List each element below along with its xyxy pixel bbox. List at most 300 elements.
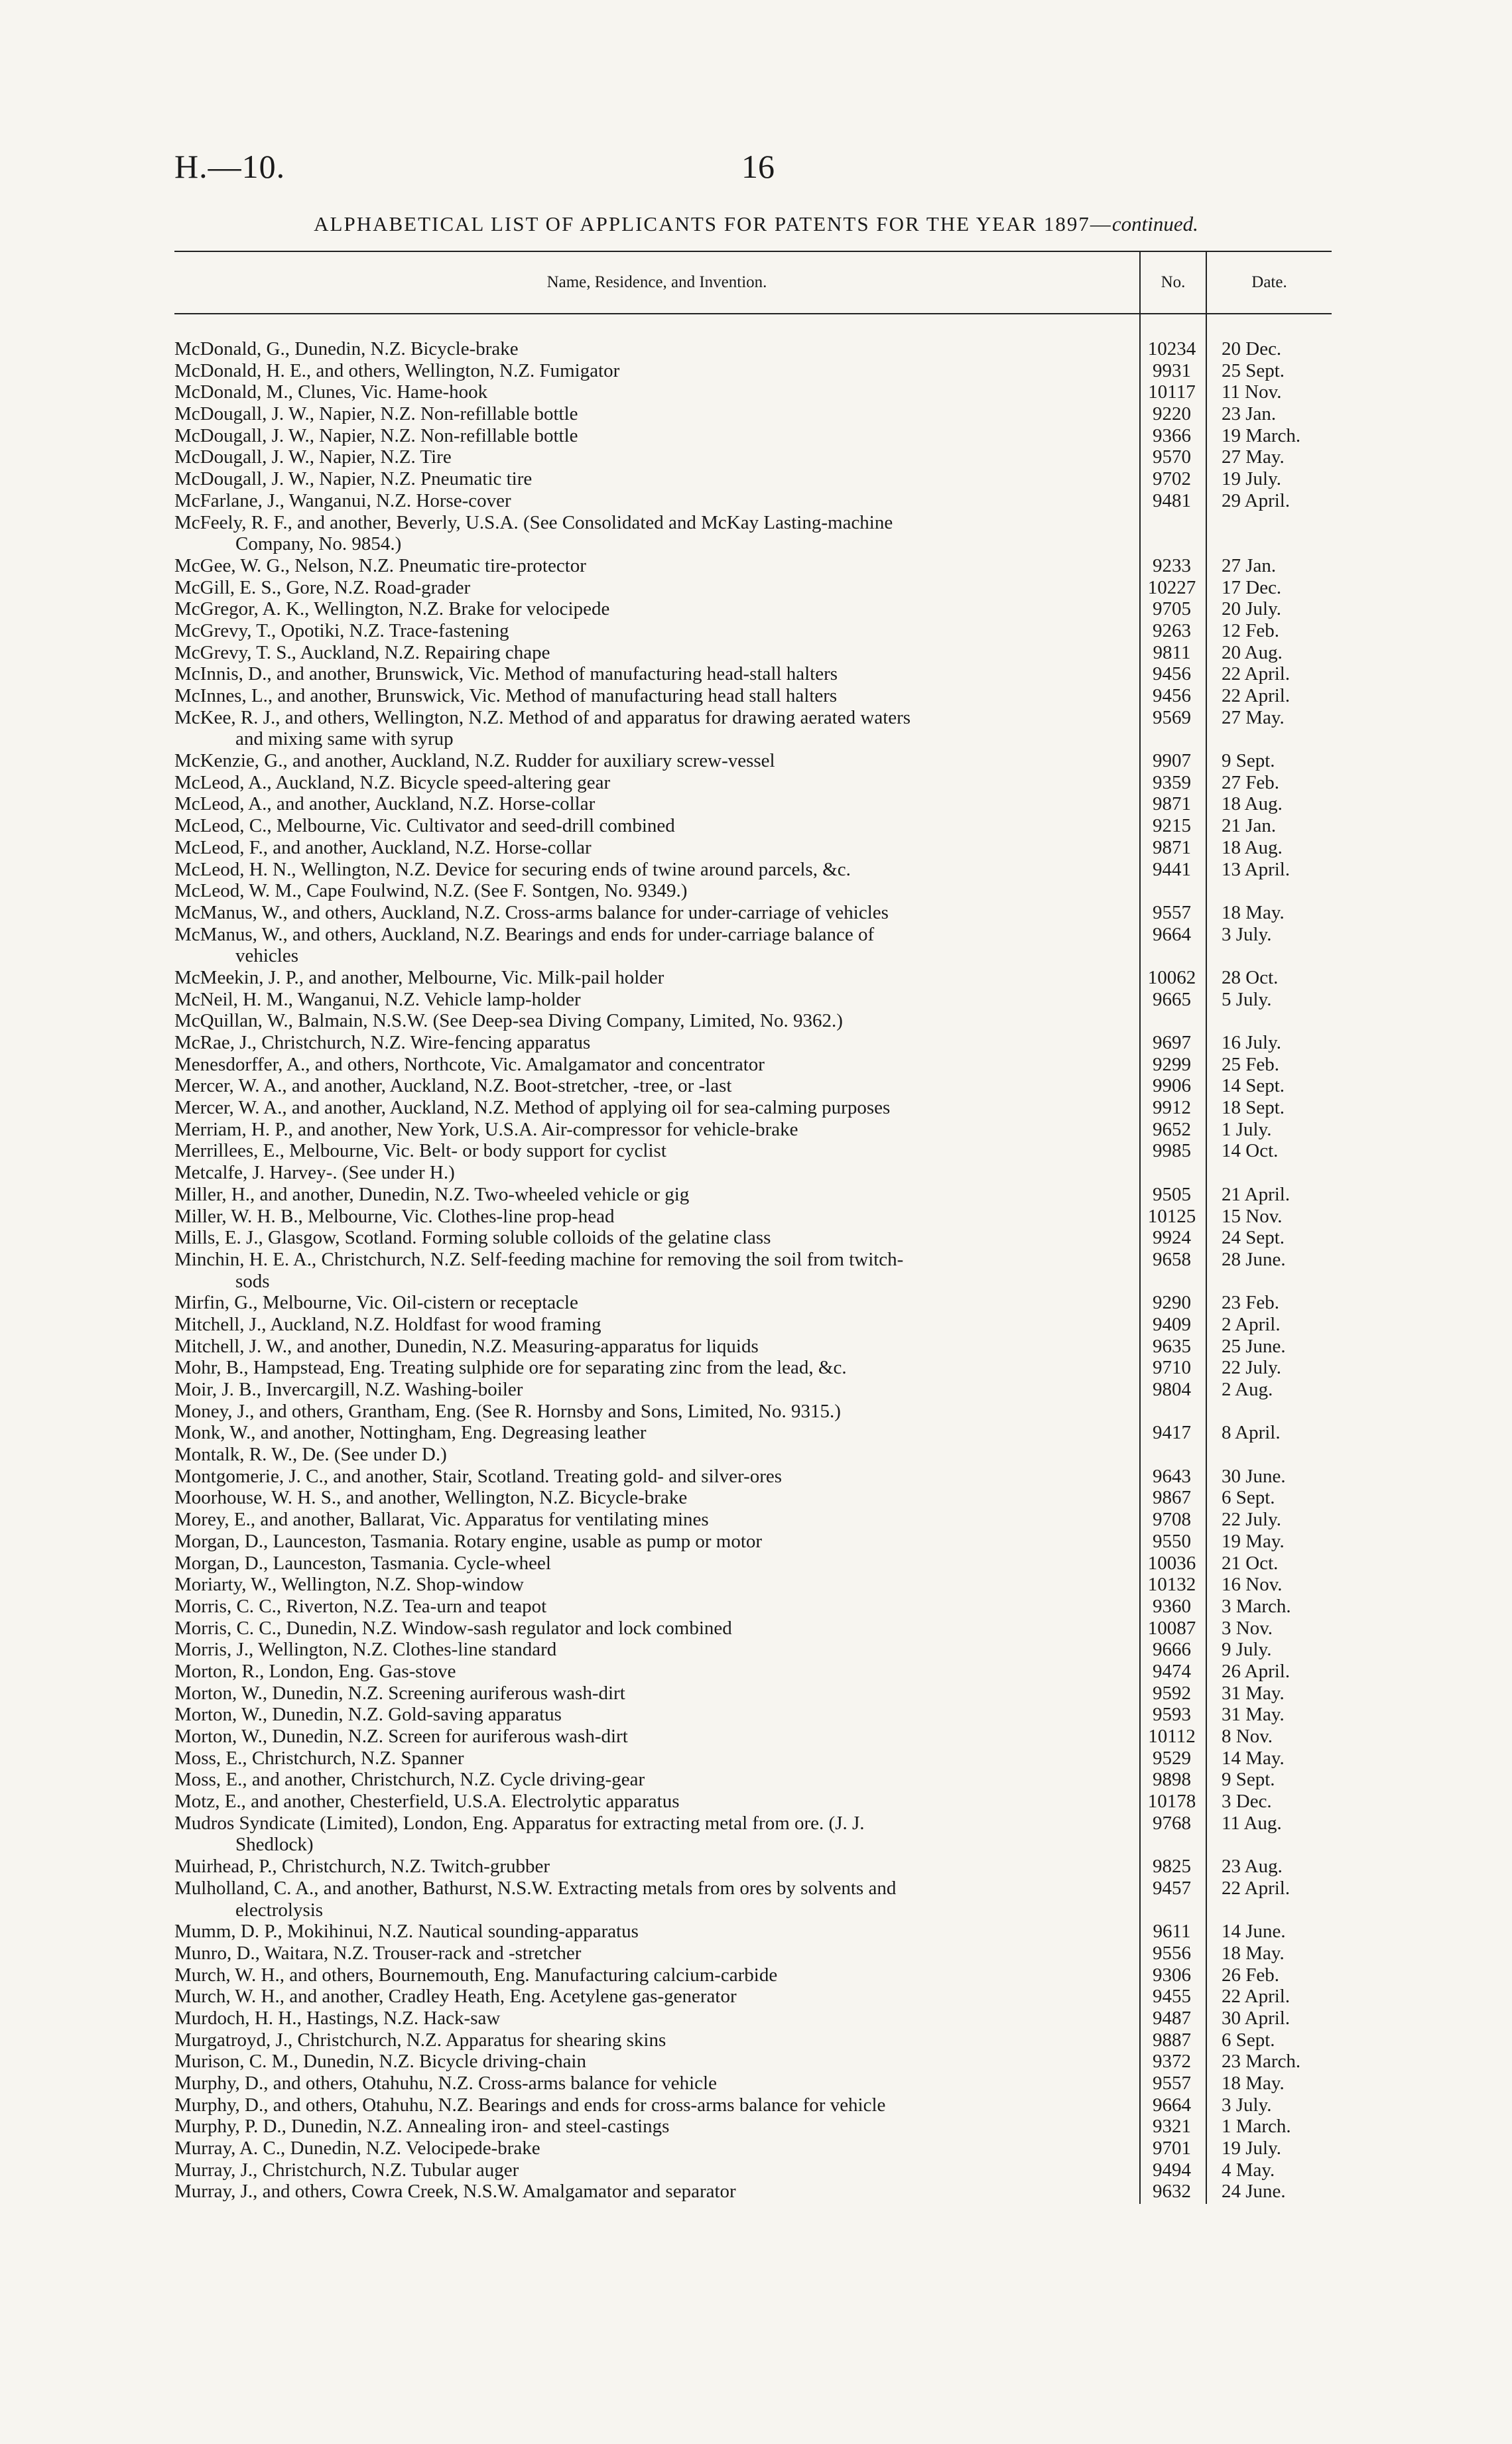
application-date: 21 Oct. — [1222, 1552, 1279, 1574]
application-date: 26 April. — [1222, 1660, 1291, 1682]
applicant-entry: Murch, W. H., and others, Bournemouth, Eng. Manufacturing calcium-carbide — [174, 1964, 778, 1986]
application-date: 26 Feb. — [1222, 1964, 1279, 1986]
application-date: 3 March. — [1222, 1595, 1291, 1617]
table-row — [0, 1683, 1512, 1704]
patent-number: 9233 — [1153, 554, 1191, 576]
applicant-entry-continuation: vehicles — [235, 945, 299, 967]
applicant-entry: Mirfin, G., Melbourne, Vic. Oil-cistern or receptacle — [174, 1292, 578, 1314]
patent-number: 10132 — [1147, 1574, 1196, 1596]
application-date: 30 April. — [1222, 2007, 1291, 2029]
applicant-entry: McMeekin, J. P., and another, Melbourne, Vic. Milk-pail holder — [174, 966, 664, 988]
applicant-entry: Miller, H., and another, Dunedin, N.Z. Two-wheeled vehicle or gig — [174, 1183, 690, 1205]
patent-number: 10036 — [1147, 1552, 1196, 1574]
application-date: 16 July. — [1222, 1032, 1281, 1053]
patent-number: 9372 — [1153, 2051, 1191, 2073]
table-row — [0, 924, 1512, 946]
table-row — [0, 1726, 1512, 1748]
application-date: 27 May. — [1222, 706, 1285, 728]
applicant-entry: McKee, R. J., and others, Wellington, N.Z. Method of and apparatus for drawing aerated waters — [174, 706, 911, 728]
applicant-entry: McDougall, J. W., Napier, N.Z. Non-refillable bottle — [174, 403, 578, 425]
table-row — [0, 1357, 1512, 1379]
patent-number: 9215 — [1153, 815, 1191, 837]
patent-number: 9658 — [1153, 1248, 1191, 1270]
application-date: 28 June. — [1222, 1248, 1286, 1270]
table-row — [0, 446, 1512, 468]
applicant-entry: Morton, R., London, Eng. Gas-stove — [174, 1660, 456, 1682]
application-date: 27 Jan. — [1222, 554, 1277, 576]
patent-number: 9487 — [1153, 2007, 1191, 2029]
applicant-entry: Motz, E., and another, Chesterfield, U.S.A. Electrolytic apparatus — [174, 1791, 680, 1813]
applicant-list — [0, 338, 1512, 2203]
table-row — [0, 490, 1512, 512]
table-row — [0, 2029, 1512, 2051]
table-row — [0, 1943, 1512, 1964]
patent-number: 9220 — [1153, 403, 1191, 425]
table-row — [0, 555, 1512, 577]
patent-number: 10087 — [1147, 1617, 1196, 1639]
application-date: 3 Nov. — [1222, 1617, 1273, 1639]
patent-number: 9456 — [1153, 663, 1191, 685]
table-row — [0, 620, 1512, 642]
application-date: 22 July. — [1222, 1357, 1281, 1379]
patent-number: 9985 — [1153, 1140, 1191, 1162]
table-row — [0, 1986, 1512, 2008]
applicant-entry: Montalk, R. W., De. (See under D.) — [174, 1444, 447, 1466]
applicant-entry: McQuillan, W., Balmain, N.S.W. (See Deep-sea Diving Company, Limited, No. 9362.) — [174, 1010, 843, 1032]
patent-number: 9632 — [1153, 2181, 1191, 2203]
applicant-entry: Murphy, D., and others, Otahuhu, N.Z. Bearings and ends for cross-arms balance for vehicle — [174, 2094, 886, 2116]
patent-number: 9768 — [1153, 1812, 1191, 1834]
table-row — [0, 880, 1512, 902]
table-row — [0, 1271, 1512, 1293]
applicant-entry: Metcalfe, J. Harvey-. (See under H.) — [174, 1162, 455, 1184]
header-date-column: Date. — [1251, 273, 1287, 291]
application-date: 15 Nov. — [1222, 1205, 1283, 1227]
table-row — [0, 1032, 1512, 1054]
table-row — [0, 577, 1512, 599]
title-text: ALPHABETICAL LIST OF APPLICANTS FOR PATENTS FOR THE YEAR 1897— — [314, 212, 1112, 235]
application-date: 6 Sept. — [1222, 2029, 1275, 2051]
applicant-entry: Money, J., and others, Grantham, Eng. (See R. Hornsby and Sons, Limited, No. 9315.) — [174, 1400, 841, 1422]
application-date: 24 Sept. — [1222, 1227, 1285, 1249]
applicant-entry: Mills, E. J., Glasgow, Scotland. Forming soluble colloids of the gelatine class — [174, 1227, 771, 1249]
application-date: 29 April. — [1222, 489, 1291, 511]
applicant-entry: Mudros Syndicate (Limited), London, Eng. Apparatus for extracting metal from ore. (J. J. — [174, 1812, 865, 1834]
table-row — [0, 1878, 1512, 1899]
applicant-entry: McLeod, C., Melbourne, Vic. Cultivator and seed-drill combined — [174, 815, 675, 837]
header-bottom-rule — [174, 313, 1332, 314]
application-date: 18 Aug. — [1222, 793, 1283, 815]
table-row — [0, 1748, 1512, 1769]
application-date: 30 June. — [1222, 1465, 1286, 1487]
table-row — [0, 1704, 1512, 1726]
patent-number: 9457 — [1153, 1877, 1191, 1899]
patent-number: 9907 — [1153, 750, 1191, 772]
table-row — [0, 2116, 1512, 2138]
applicant-entry: Morris, C. C., Riverton, N.Z. Tea-urn and teapot — [174, 1595, 547, 1617]
applicant-entry: Morgan, D., Launceston, Tasmania. Rotary engine, usable as pump or motor — [174, 1530, 763, 1552]
application-date: 22 July. — [1222, 1509, 1281, 1531]
table-row — [0, 360, 1512, 382]
applicant-entry: McGee, W. G., Nelson, N.Z. Pneumatic tire-protector — [174, 554, 586, 576]
table-row — [0, 1401, 1512, 1423]
applicant-entry: Murray, J., Christchurch, N.Z. Tubular auger — [174, 2159, 519, 2181]
application-date: 25 Feb. — [1222, 1053, 1279, 1075]
application-date: 11 Nov. — [1222, 381, 1282, 403]
header-top-rule — [174, 251, 1332, 252]
patent-number: 9867 — [1153, 1487, 1191, 1509]
applicant-entry: McDougall, J. W., Napier, N.Z. Non-refillable bottle — [174, 424, 578, 446]
application-date: 19 March. — [1222, 424, 1301, 446]
applicant-entry: McDonald, G., Dunedin, N.Z. Bicycle-brake — [174, 338, 519, 359]
table-row — [0, 468, 1512, 490]
applicant-entry: Murphy, D., and others, Otahuhu, N.Z. Cross-arms balance for vehicle — [174, 2073, 717, 2094]
applicant-entry: McLeod, A., Auckland, N.Z. Bicycle speed-altering gear — [174, 771, 611, 793]
application-date: 11 Aug. — [1222, 1812, 1282, 1834]
title-suffix: continued. — [1111, 212, 1198, 235]
patent-number: 9931 — [1153, 359, 1191, 381]
table-row — [0, 815, 1512, 837]
applicant-entry: Mitchell, J. W., and another, Dunedin, N.Z. Measuring-apparatus for liquids — [174, 1335, 759, 1357]
application-date: 13 April. — [1222, 858, 1291, 880]
table-row — [0, 1596, 1512, 1618]
table-row — [0, 1856, 1512, 1878]
application-date: 2 Aug. — [1222, 1379, 1273, 1400]
table-row — [0, 512, 1512, 534]
table-row — [0, 1921, 1512, 1943]
application-date: 12 Feb. — [1222, 619, 1279, 641]
application-date: 19 July. — [1222, 2138, 1281, 2159]
application-date: 17 Dec. — [1222, 576, 1282, 598]
patent-number: 10227 — [1147, 576, 1196, 598]
patent-number: 9898 — [1153, 1769, 1191, 1791]
table-row — [0, 1162, 1512, 1184]
table-row — [0, 1379, 1512, 1401]
table-row — [0, 1487, 1512, 1509]
table-row — [0, 2159, 1512, 2181]
applicant-entry: McLeod, H. N., Wellington, N.Z. Device for securing ends of twine around parcels, &c. — [174, 858, 851, 880]
patent-number: 9441 — [1153, 858, 1191, 880]
table-row — [0, 1292, 1512, 1314]
application-date: 23 Aug. — [1222, 1856, 1283, 1878]
patent-number: 9556 — [1153, 1942, 1191, 1964]
patent-number: 10117 — [1148, 381, 1196, 403]
table-row — [0, 425, 1512, 447]
table-row — [0, 1964, 1512, 1986]
applicant-entry: Murray, J., and others, Cowra Creek, N.S.W. Amalgamator and separator — [174, 2181, 736, 2203]
application-date: 18 May. — [1222, 2073, 1285, 2094]
table-row — [0, 967, 1512, 989]
patent-number: 9366 — [1153, 424, 1191, 446]
patent-number: 9924 — [1153, 1227, 1191, 1249]
patent-number: 9811 — [1153, 641, 1191, 663]
applicant-entry: McManus, W., and others, Auckland, N.Z. Cross-arms balance for under-carriage of vehicles — [174, 901, 889, 923]
table-row — [0, 1618, 1512, 1640]
applicant-entry: McInnes, L., and another, Brunswick, Vic. Method of manufacturing head stall halters — [174, 685, 838, 706]
table-row — [0, 1553, 1512, 1575]
table-row — [0, 1574, 1512, 1596]
table-row — [0, 1010, 1512, 1032]
application-date: 25 June. — [1222, 1335, 1286, 1357]
applicant-entry: Muirhead, P., Christchurch, N.Z. Twitch-grubber — [174, 1856, 550, 1878]
applicant-entry-continuation: electrolysis — [235, 1899, 324, 1921]
application-date: 25 Sept. — [1222, 359, 1285, 381]
applicant-entry: Mercer, W. A., and another, Auckland, N.Z. Boot-stretcher, -tree, or -last — [174, 1075, 732, 1097]
applicant-entry: Menesdorffer, A., and others, Northcote, Vic. Amalgamator and concentrator — [174, 1053, 765, 1075]
application-date: 16 Nov. — [1222, 1574, 1283, 1596]
application-date: 6 Sept. — [1222, 1487, 1275, 1509]
patent-number: 9871 — [1153, 836, 1191, 858]
applicant-entry: Moss, E., Christchurch, N.Z. Spanner — [174, 1747, 464, 1769]
applicant-entry: Mulholland, C. A., and another, Bathurst, N.S.W. Extracting metals from ores by solvents and — [174, 1877, 897, 1899]
application-date: 14 May. — [1222, 1747, 1285, 1769]
table-row — [0, 1791, 1512, 1813]
applicant-entry: McNeil, H. M., Wanganui, N.Z. Vehicle lamp-holder — [174, 988, 581, 1010]
table-row — [0, 859, 1512, 881]
table-row — [0, 902, 1512, 924]
applicant-entry: Morton, W., Dunedin, N.Z. Gold-saving apparatus — [174, 1704, 562, 1726]
patent-number: 9417 — [1153, 1422, 1191, 1444]
application-date: 8 Nov. — [1222, 1726, 1273, 1747]
table-row — [0, 2138, 1512, 2159]
patent-number: 9557 — [1153, 2073, 1191, 2094]
patent-number: 9474 — [1153, 1660, 1191, 1682]
table-row — [0, 2181, 1512, 2203]
patent-number: 9643 — [1153, 1465, 1191, 1487]
applicant-entry-continuation: Company, No. 9854.) — [235, 533, 402, 555]
table-row — [0, 2073, 1512, 2094]
patent-number: 9505 — [1153, 1183, 1191, 1205]
table-row — [0, 685, 1512, 707]
application-date: 20 July. — [1222, 598, 1281, 620]
applicant-entry: Morris, C. C., Dunedin, N.Z. Window-sash regulator and lock combined — [174, 1617, 732, 1639]
application-date: 27 May. — [1222, 446, 1285, 468]
header-no-column: No. — [1161, 273, 1186, 291]
applicant-entry: Moriarty, W., Wellington, N.Z. Shop-window — [174, 1574, 524, 1596]
applicant-entry: Murray, A. C., Dunedin, N.Z. Velocipede-brake — [174, 2138, 540, 2159]
patent-number: 9664 — [1153, 2094, 1191, 2116]
application-date: 19 July. — [1222, 468, 1281, 490]
table-row — [0, 728, 1512, 750]
table-row — [0, 837, 1512, 859]
applicant-entry: McGregor, A. K., Wellington, N.Z. Brake for velocipede — [174, 598, 610, 620]
patent-number: 9697 — [1153, 1032, 1191, 1053]
patent-number: 9299 — [1153, 1053, 1191, 1075]
patent-number: 9557 — [1153, 901, 1191, 923]
applicant-entry: McFarlane, J., Wanganui, N.Z. Horse-cover — [174, 489, 511, 511]
table-row — [0, 1336, 1512, 1358]
application-date: 20 Dec. — [1222, 338, 1282, 359]
applicant-entry-continuation: Shedlock) — [235, 1834, 314, 1856]
table-row — [0, 1054, 1512, 1076]
applicant-entry: Munro, D., Waitara, N.Z. Trouser-rack and -stretcher — [174, 1942, 582, 1964]
table-row — [0, 1813, 1512, 1834]
patent-number: 9701 — [1153, 2138, 1191, 2159]
applicant-entry-continuation: and mixing same with syrup — [235, 728, 454, 750]
table-row — [0, 642, 1512, 664]
application-date: 8 April. — [1222, 1422, 1281, 1444]
applicant-entry: Morris, J., Wellington, N.Z. Clothes-line standard — [174, 1639, 557, 1661]
applicant-entry: Morey, E., and another, Ballarat, Vic. Apparatus for ventilating mines — [174, 1509, 709, 1531]
application-date: 9 Sept. — [1222, 1769, 1275, 1791]
patent-number: 10234 — [1147, 338, 1196, 359]
applicant-entry: Mohr, B., Hampstead, Eng. Treating sulphide ore for separating zinc from the lead, &c. — [174, 1357, 847, 1379]
table-row — [0, 1184, 1512, 1206]
application-date: 18 May. — [1222, 1942, 1285, 1964]
table-row — [0, 403, 1512, 425]
table-row — [0, 1444, 1512, 1466]
applicant-entry: McDonald, H. E., and others, Wellington, N.Z. Fumigator — [174, 359, 620, 381]
table-row — [0, 2008, 1512, 2029]
applicant-entry: McLeod, W. M., Cape Foulwind, N.Z. (See F. Sontgen, No. 9349.) — [174, 880, 688, 902]
applicant-entry: Minchin, H. E. A., Christchurch, N.Z. Self-feeding machine for removing the soil from twitch- — [174, 1248, 904, 1270]
table-row — [0, 989, 1512, 1011]
patent-number: 9550 — [1153, 1530, 1191, 1552]
application-date: 28 Oct. — [1222, 966, 1279, 988]
table-row — [0, 1140, 1512, 1162]
table-row — [0, 1834, 1512, 1856]
applicant-entry: McGill, E. S., Gore, N.Z. Road-grader — [174, 576, 471, 598]
patent-number: 9635 — [1153, 1335, 1191, 1357]
table-row — [0, 1314, 1512, 1336]
applicant-entry: McLeod, F., and another, Auckland, N.Z. Horse-collar — [174, 836, 592, 858]
table-row — [0, 1206, 1512, 1228]
patent-number: 9360 — [1153, 1595, 1191, 1617]
applicant-entry: Montgomerie, J. C., and another, Stair, Scotland. Treating gold- and silver-ores — [174, 1465, 783, 1487]
application-date: 22 April. — [1222, 685, 1291, 706]
patent-number: 9290 — [1153, 1292, 1191, 1314]
application-date: 31 May. — [1222, 1704, 1285, 1726]
applicant-entry: Moorhouse, W. H. S., and another, Wellington, N.Z. Bicycle-brake — [174, 1487, 688, 1509]
patent-number: 10178 — [1147, 1791, 1196, 1813]
patent-number: 9359 — [1153, 771, 1191, 793]
application-date: 14 June. — [1222, 1921, 1286, 1943]
applicant-entry: Murison, C. M., Dunedin, N.Z. Bicycle driving-chain — [174, 2051, 586, 2073]
table-row — [0, 1466, 1512, 1488]
applicant-entry: McGrevy, T., Opotiki, N.Z. Trace-fastening — [174, 619, 509, 641]
patent-number: 9456 — [1153, 685, 1191, 706]
applicant-entry: Merrillees, E., Melbourne, Vic. Belt- or body support for cyclist — [174, 1140, 666, 1162]
patent-number: 9570 — [1153, 446, 1191, 468]
table-row — [0, 533, 1512, 555]
patent-number: 9652 — [1153, 1118, 1191, 1140]
application-date: 22 April. — [1222, 1877, 1291, 1899]
table-row — [0, 707, 1512, 729]
patent-number: 9263 — [1153, 619, 1191, 641]
table-row — [0, 793, 1512, 815]
applicant-entry: Morton, W., Dunedin, N.Z. Screen for auriferous wash-dirt — [174, 1726, 628, 1747]
patent-number: 9871 — [1153, 793, 1191, 815]
table-row — [0, 598, 1512, 620]
applicant-entry: Mitchell, J., Auckland, N.Z. Holdfast for wood framing — [174, 1313, 601, 1335]
applicant-entry: McFeely, R. F., and another, Beverly, U.S.A. (See Consolidated and McKay Lasting-machine — [174, 511, 893, 533]
applicant-entry-continuation: sods — [235, 1270, 270, 1292]
applicant-entry: Murdoch, H. H., Hastings, N.Z. Hack-saw — [174, 2007, 501, 2029]
applicant-entry: Miller, W. H. B., Melbourne, Vic. Clothes-line prop-head — [174, 1205, 615, 1227]
applicant-entry: Morton, W., Dunedin, N.Z. Screening auriferous wash-dirt — [174, 1682, 625, 1704]
application-date: 2 April. — [1222, 1313, 1281, 1335]
application-date: 22 April. — [1222, 663, 1291, 685]
table-row — [0, 772, 1512, 794]
application-date: 22 April. — [1222, 1986, 1291, 2008]
patent-number: 9825 — [1153, 1856, 1191, 1878]
patent-number: 9481 — [1153, 489, 1191, 511]
applicant-entry: McDonald, M., Clunes, Vic. Hame-hook — [174, 381, 488, 403]
patent-number: 9702 — [1153, 468, 1191, 490]
application-date: 23 Feb. — [1222, 1292, 1279, 1314]
application-date: 14 Sept. — [1222, 1075, 1285, 1097]
applicant-entry: McManus, W., and others, Auckland, N.Z. Bearings and ends for under-carriage balance of — [174, 923, 875, 945]
table-row — [0, 1509, 1512, 1531]
table-row — [0, 381, 1512, 403]
patent-number: 9321 — [1153, 2116, 1191, 2138]
table-row — [0, 750, 1512, 772]
page-title — [0, 212, 1512, 236]
table-row — [0, 945, 1512, 967]
applicant-entry: Murgatroyd, J., Christchurch, N.Z. Apparatus for shearing skins — [174, 2029, 666, 2051]
patent-number: 9611 — [1153, 1921, 1191, 1943]
patent-number: 9912 — [1153, 1097, 1191, 1119]
table-row — [0, 1249, 1512, 1271]
application-date: 31 May. — [1222, 1682, 1285, 1704]
patent-number: 9593 — [1153, 1704, 1191, 1726]
application-date: 3 Dec. — [1222, 1791, 1272, 1813]
application-date: 3 July. — [1222, 2094, 1272, 2116]
application-date: 27 Feb. — [1222, 771, 1279, 793]
patent-number: 9569 — [1153, 706, 1191, 728]
table-row — [0, 1531, 1512, 1553]
application-date: 9 Sept. — [1222, 750, 1275, 772]
application-date: 1 March. — [1222, 2116, 1291, 2138]
patent-number: 9705 — [1153, 598, 1191, 620]
application-date: 9 July. — [1222, 1639, 1272, 1661]
applicant-entry: Merriam, H. P., and another, New York, U.S.A. Air-compressor for vehicle-brake — [174, 1118, 798, 1140]
applicant-entry: McLeod, A., and another, Auckland, N.Z. Horse-collar — [174, 793, 596, 815]
applicant-entry: McDougall, J. W., Napier, N.Z. Tire — [174, 446, 452, 468]
header-name-column: Name, Residence, and Invention. — [546, 273, 767, 291]
table-row — [0, 1422, 1512, 1444]
applicant-entry: Monk, W., and another, Nottingham, Eng. Degreasing leather — [174, 1422, 647, 1444]
applicant-entry: McKenzie, G., and another, Auckland, N.Z. Rudder for auxiliary screw-vessel — [174, 750, 775, 772]
patent-number: 9666 — [1153, 1639, 1191, 1661]
application-date: 18 Sept. — [1222, 1097, 1285, 1119]
patent-number: 9665 — [1153, 988, 1191, 1010]
patent-number: 9494 — [1153, 2159, 1191, 2181]
application-date: 18 Aug. — [1222, 836, 1283, 858]
applicant-entry: McInnis, D., and another, Brunswick, Vic. Method of manufacturing head-stall halters — [174, 663, 838, 685]
table-row — [0, 1661, 1512, 1683]
table-row — [0, 1899, 1512, 1921]
application-date: 24 June. — [1222, 2181, 1286, 2203]
patent-number: 9710 — [1153, 1357, 1191, 1379]
patent-number: 9887 — [1153, 2029, 1191, 2051]
table-row — [0, 1097, 1512, 1119]
patent-number: 9592 — [1153, 1682, 1191, 1704]
applicant-entry: Murphy, P. D., Dunedin, N.Z. Annealing iron- and steel-castings — [174, 2116, 670, 2138]
patent-number: 9306 — [1153, 1964, 1191, 1986]
patent-number: 10062 — [1147, 966, 1196, 988]
application-date: 19 May. — [1222, 1530, 1285, 1552]
table-row — [0, 663, 1512, 685]
applicant-entry: McRae, J., Christchurch, N.Z. Wire-fencing apparatus — [174, 1032, 591, 1053]
table-row — [0, 2051, 1512, 2073]
table-row — [0, 1769, 1512, 1791]
table-row — [0, 1227, 1512, 1249]
application-date: 1 July. — [1222, 1118, 1272, 1140]
application-date: 21 Jan. — [1222, 815, 1277, 837]
application-date: 23 Jan. — [1222, 403, 1277, 425]
application-date: 20 Aug. — [1222, 641, 1283, 663]
